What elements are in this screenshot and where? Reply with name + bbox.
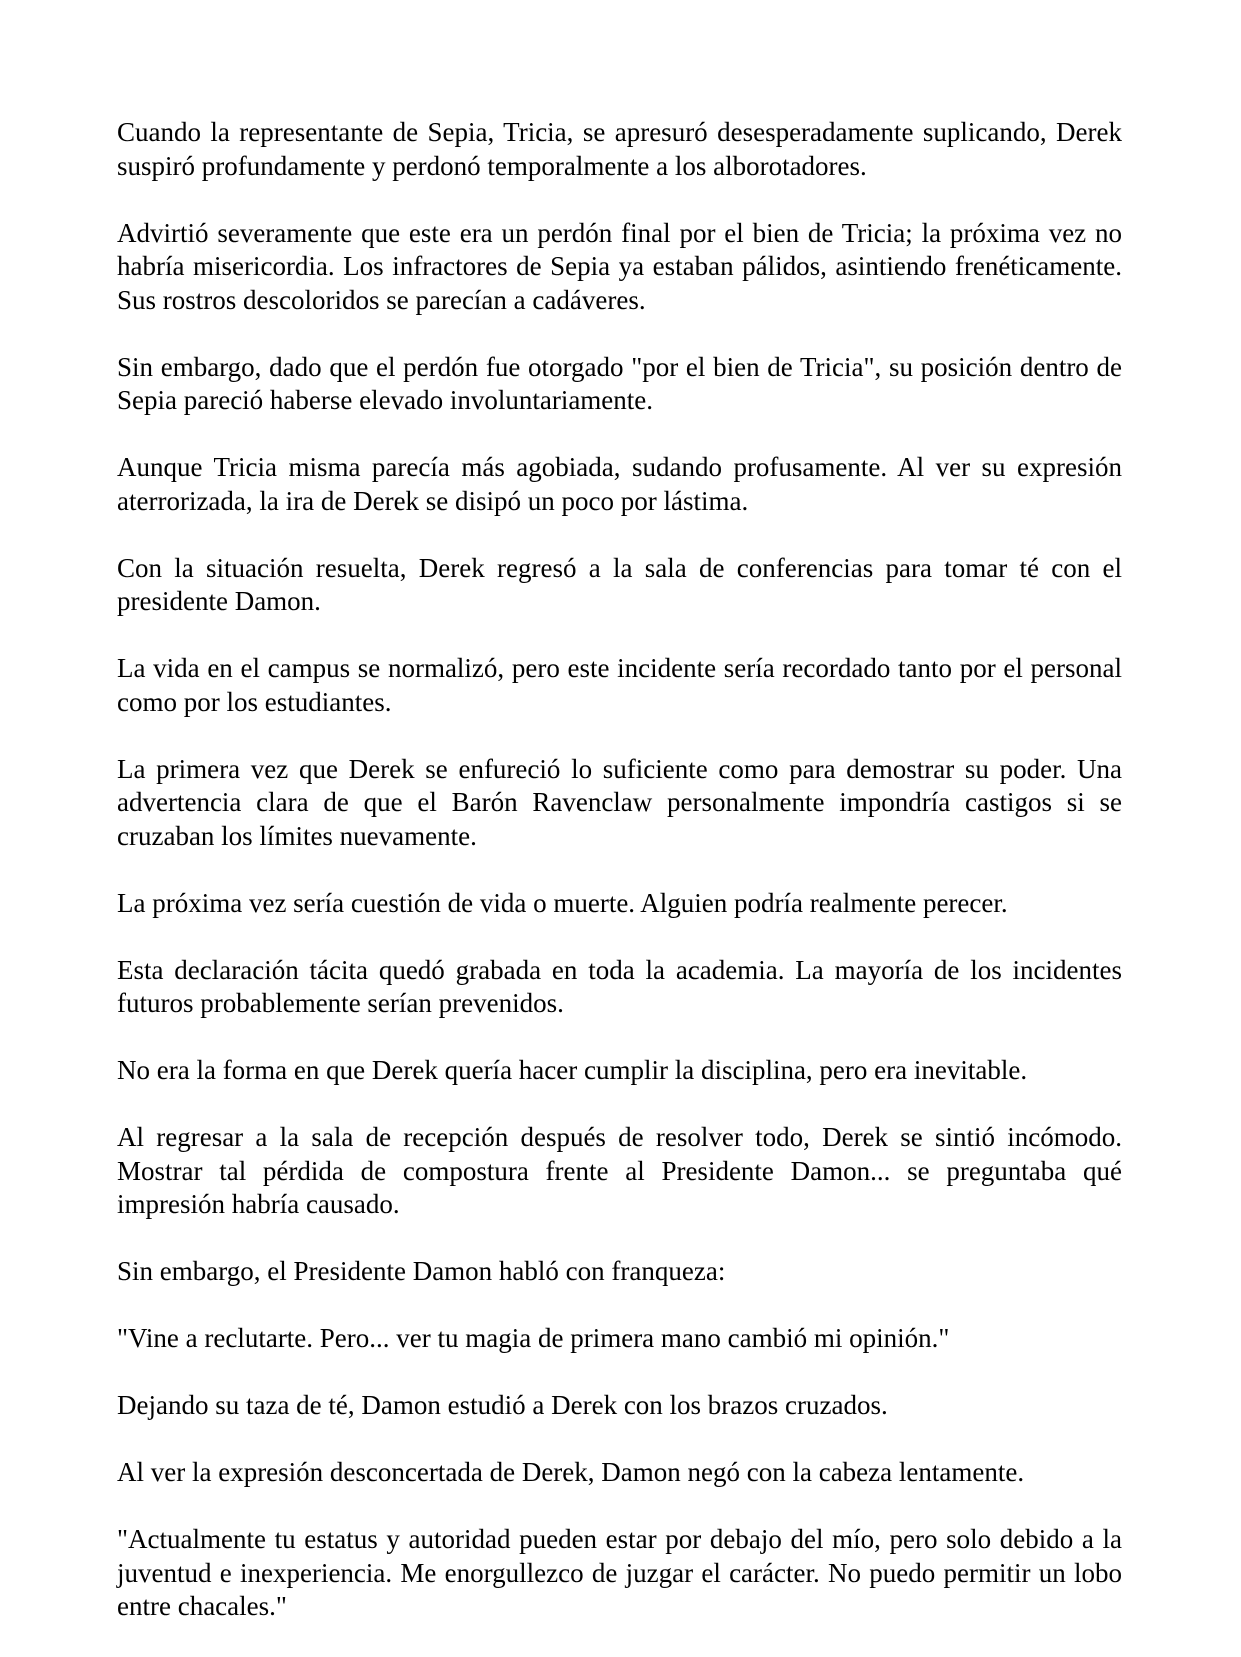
paragraph-9: Esta declaración tácita quedó grabada en toda la academia. La mayoría de los incidentes futuros probablemente serían prevenidos. [117,954,1122,1018]
paragraph-8: La próxima vez sería cuestión de vida o muerte. Alguien podría realmente perecer. [117,887,1008,918]
paragraph-13: "Vine a reclutarte. Pero... ver tu magia de primera mano cambió mi opinión." [117,1323,950,1353]
paragraph-4: Aunque Tricia misma parecía más agobiada, sudando profusamente. Al ver su expresión aterrorizada, la ira de Derek se disipó un poco por lástima. [117,452,1122,516]
paragraph-16: "Actualmente tu estatus y autoridad pueden estar por debajo del mío, pero solo debido a la juventud e inexperiencia. Me enorgullezco de juzgar el carácter. No puedo permitir un lobo entre chacales." [117,1524,1122,1621]
paragraph-12: Sin embargo, el Presidente Damon habló con franqueza: [117,1256,726,1286]
paragraph-5: Con la situación resuelta, Derek regresó a la sala de conferencias para tomar té con el presidente Damon. [117,552,1122,616]
paragraph-7: La primera vez que Derek se enfureció lo suficiente como para demostrar su poder. Una advertencia clara de que el Barón Ravenclaw personalmente impondría castigos si se cruzaban los límites nuevamente. [117,753,1122,851]
paragraph-3: Sin embargo, dado que el perdón fue otorgado "por el bien de Tricia", su posición dentro de Sepia pareció haberse elevado involuntariamente. [117,351,1122,415]
paragraph-15: Al ver la expresión desconcertada de Derek, Damon negó con la cabeza lentamente. [117,1457,1025,1487]
paragraph-10: No era la forma en que Derek quería hacer cumplir la disciplina, pero era inevitable. [117,1055,1028,1085]
paragraph-14: Dejando su taza de té, Damon estudió a Derek con los brazos cruzados. [117,1390,888,1420]
paragraph-1: Cuando la representante de Sepia, Tricia, se apresuró desesperadamente suplicando, Derek suspiró profundamente y perdonó temporalmente a los alborotadores. [117,117,1122,181]
paragraph-2: Advirtió severamente que este era un perdón final por el bien de Tricia; la próxima vez no habría misericordia. Los infractores de Sepia ya estaban pálidos, asintiendo frenéticamente. Sus rostros descoloridos se parecían a cadáveres. [117,217,1122,315]
paragraph-6: La vida en el campus se normalizó, pero este incidente sería recordado tanto por el personal como por los estudiantes. [117,653,1122,717]
document-page [117,116,1122,1657]
paragraph-11: Al regresar a la sala de recepción después de resolver todo, Derek se sintió incómodo. Mostrar tal pérdida de compostura frente al Presidente Damon... se preguntaba qué impresión habría causado. [117,1122,1122,1219]
